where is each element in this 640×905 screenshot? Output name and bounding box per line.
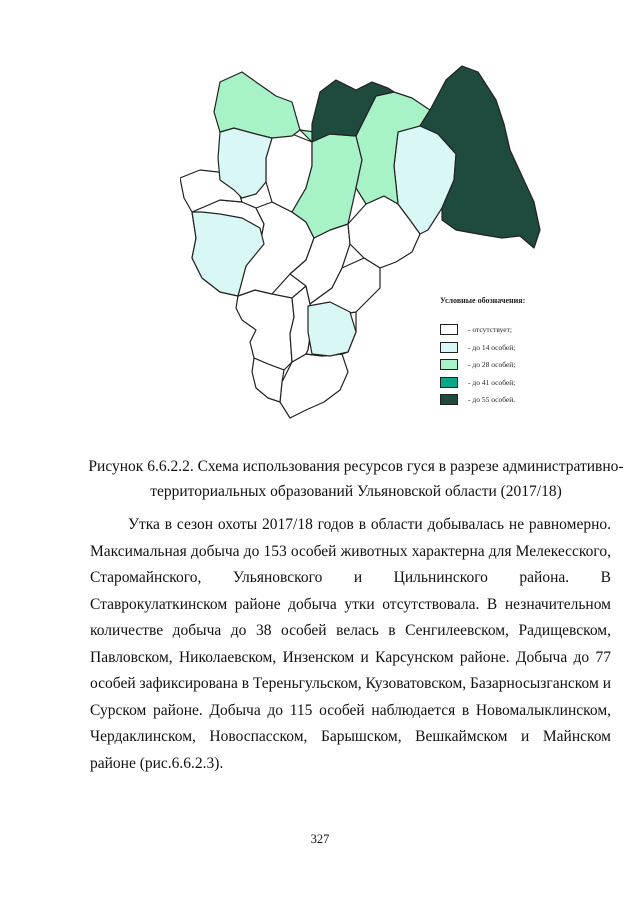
figure-caption-line-2: территориальных образований Ульяновской области (2017/18) bbox=[150, 483, 562, 500]
legend-item bbox=[440, 339, 600, 357]
legend-swatch bbox=[440, 394, 458, 405]
legend-item bbox=[440, 374, 600, 392]
legend-swatch bbox=[440, 342, 458, 353]
legend-title: Условные обозначения: bbox=[440, 296, 526, 305]
legend-item bbox=[440, 321, 600, 339]
legend-swatch bbox=[440, 377, 458, 388]
legend-label: - до 55 особей. bbox=[468, 395, 516, 405]
legend-item bbox=[440, 391, 600, 409]
body-paragraph: Утка в сезон охоты 2017/18 годов в области добывалась не равномерно. Максимальная добыча до 153 особей животных характерна для Мелекесского, Старомайнского, Ульяновского и Цильнинского района. В Ставрокулаткинском районе добыча утки отсутствовала. В незначительном количестве добыча до 38 особей велась в Сенгилеевском, Радищевском, Павловском, Николаевском, Инзенском и Карсунском районе. Добыча до 77 особей зафиксирована в Тереньгульском, Кузоватовском, Базарносызганском и Сурском районе. Добыча до 115 особей наблюдается в Новомалыклинском, Чердаклинском, Новоспасском, Барышском, Вешкаймском и Майнском районе (рис.6.6.2.3). bbox=[90, 516, 611, 772]
map-legend bbox=[440, 296, 600, 409]
legend-swatch bbox=[440, 359, 458, 370]
legend-label: - отсутствует; bbox=[468, 325, 512, 335]
legend-label: - до 28 особей; bbox=[468, 360, 516, 370]
page-number: 327 bbox=[310, 832, 330, 846]
legend-label: - до 41 особей; bbox=[468, 377, 516, 387]
district-green-nw bbox=[214, 72, 300, 138]
district-south-1 bbox=[236, 290, 294, 370]
figure-caption-line-1: Рисунок 6.6.2.2. Схема использования ресурсов гуся в разрезе административно- bbox=[88, 458, 624, 475]
legend-item bbox=[440, 356, 600, 374]
legend-label: - до 14 особей; bbox=[468, 342, 516, 352]
legend-swatch bbox=[440, 324, 458, 335]
